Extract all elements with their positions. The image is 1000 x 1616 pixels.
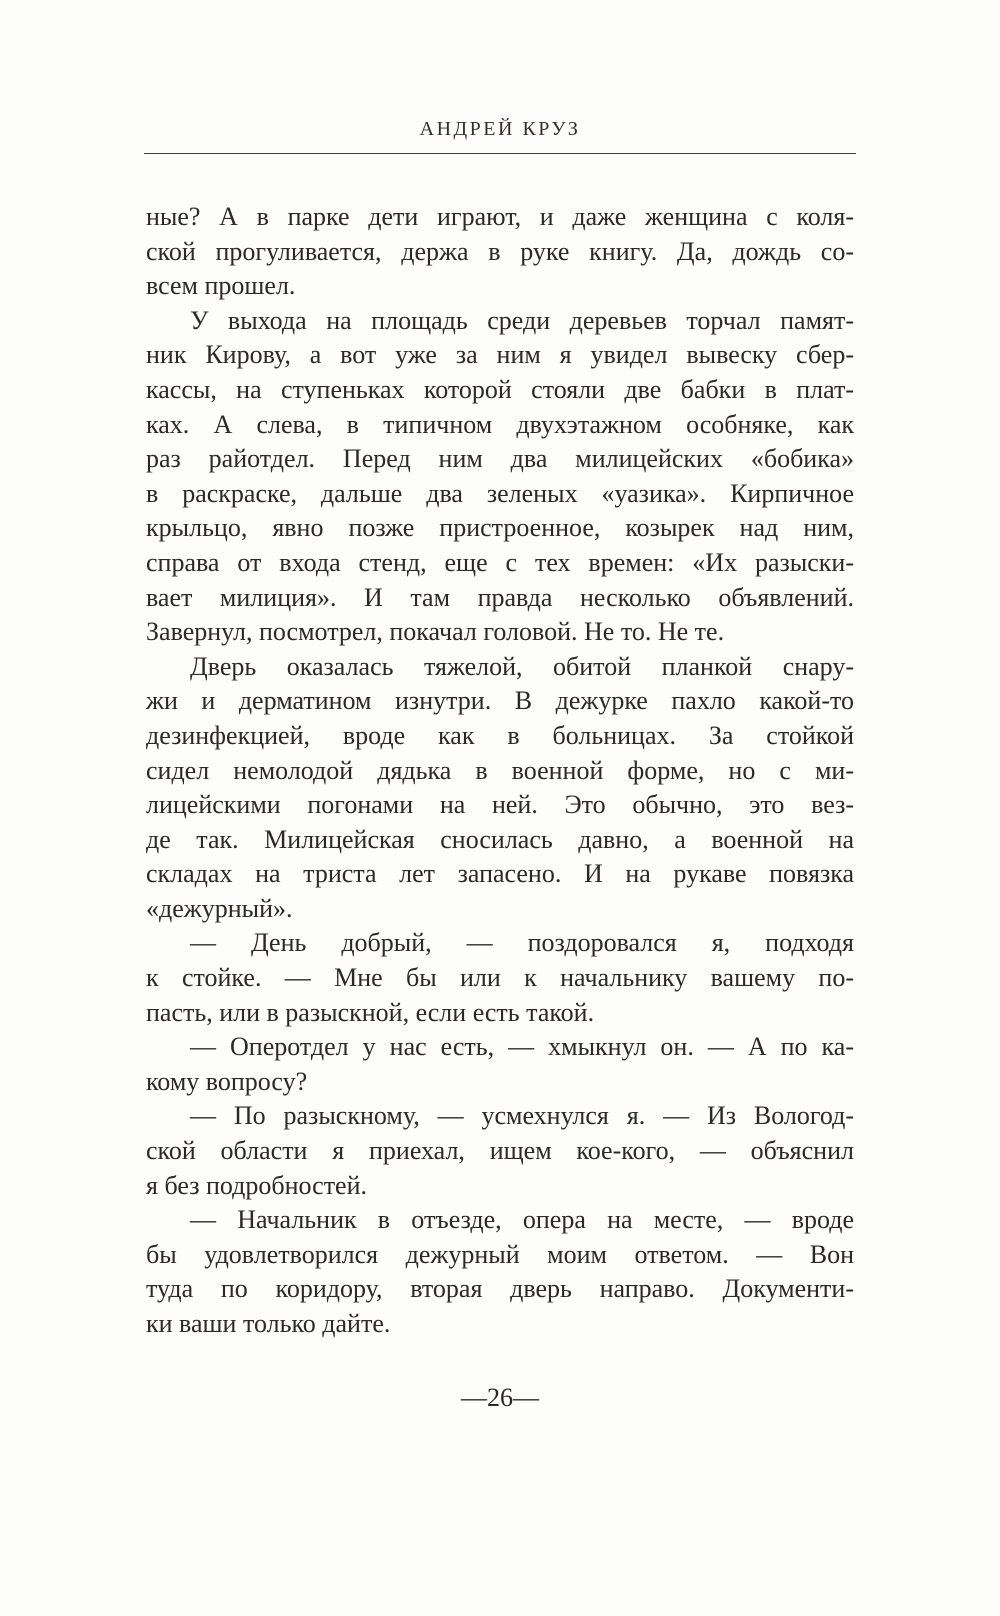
running-header-author: АНДРЕЙ КРУЗ — [419, 118, 581, 140]
text-line: ки ваши только дайте. — [146, 1309, 391, 1338]
text-line: Завернул, посмотрел, покачал головой. Не то. Не те. — [146, 617, 725, 647]
text-line: — Начальник в отъезде, опера на месте, — вроде — [190, 1205, 854, 1235]
text-line: складах на триста лет запасено. И на рукаве повязка — [146, 859, 854, 889]
text-line: дезинфекцией, вроде как в больницах. За стойкой — [146, 720, 854, 750]
text-line: пасть, или в разыскной, если есть такой. — [146, 997, 595, 1027]
text-line: ской области я приехал, ищем кое-кого, — объяснил — [146, 1136, 854, 1166]
text-line: я без подробностей. — [146, 1170, 368, 1200]
text-line: жи и дерматином изнутри. В дежурке пахло какой-то — [146, 686, 854, 716]
text-line: «дежурный». — [146, 893, 293, 923]
text-line: к стойке. — Мне бы или к начальнику вашему по- — [146, 963, 854, 993]
page-number: —26— — [461, 1383, 539, 1412]
text-line: бы удовлетворился дежурный моим ответом. — Вон — [146, 1239, 854, 1269]
text-line: справа от входа стенд, еще с тех времен: «Их разыски- — [146, 547, 854, 577]
text-line: — По разыскному, — усмехнулся я. — Из Вологод- — [190, 1101, 854, 1131]
text-line: всем прошел. — [146, 271, 296, 301]
text-line: вает милиция». И там правда несколько объявлений. — [146, 582, 854, 612]
text-line: сидел немолодой дядька в военной форме, но с ми- — [146, 755, 854, 785]
paragraph — [146, 200, 854, 304]
paragraph — [146, 1099, 854, 1203]
text-line: в раскраске, дальше два зеленых «уазика». Кирпичное — [146, 478, 854, 508]
body-text — [146, 200, 854, 1342]
text-line: ской прогуливается, держа в руке книгу. Да, дождь со- — [146, 236, 854, 266]
text-line: крыльцо, явно позже пристроенное, козырек над ним, — [146, 513, 854, 543]
paragraph — [146, 1203, 854, 1341]
paragraph — [146, 650, 854, 927]
text-line: кассы, на ступеньках которой стояли две бабки в плат- — [146, 374, 854, 404]
text-line: ках. А слева, в типичном двухэтажном особняке, как — [146, 409, 854, 439]
text-line: — Оперотдел у нас есть, — хмыкнул он. — А по ка- — [190, 1032, 854, 1062]
text-line: ные? А в парке дети играют, и даже женщина с коля- — [146, 202, 854, 231]
text-line: раз райотдел. Перед ним два милицейских «бобика» — [146, 444, 854, 474]
text-line: Дверь оказалась тяжелой, обитой планкой снару- — [190, 651, 854, 681]
text-line: — День добрый, — поздоровался я, подходя — [190, 928, 854, 958]
header-rule — [144, 153, 856, 154]
text-line: У выхода на площадь среди деревьев торчал памят- — [190, 305, 854, 335]
paragraph — [146, 304, 854, 650]
paragraph — [146, 1030, 854, 1099]
text-line: кому вопросу? — [146, 1066, 308, 1096]
text-line: лицейскими погонами на ней. Это обычно, это вез- — [146, 790, 854, 820]
text-line: туда по коридору, вторая дверь направо. Документи- — [146, 1274, 854, 1304]
text-line: де так. Милицейская сносилась давно, а военной на — [146, 824, 854, 854]
text-line: ник Кирову, а вот уже за ним я увидел вывеску сбер- — [146, 340, 854, 370]
paragraph — [146, 926, 854, 1030]
